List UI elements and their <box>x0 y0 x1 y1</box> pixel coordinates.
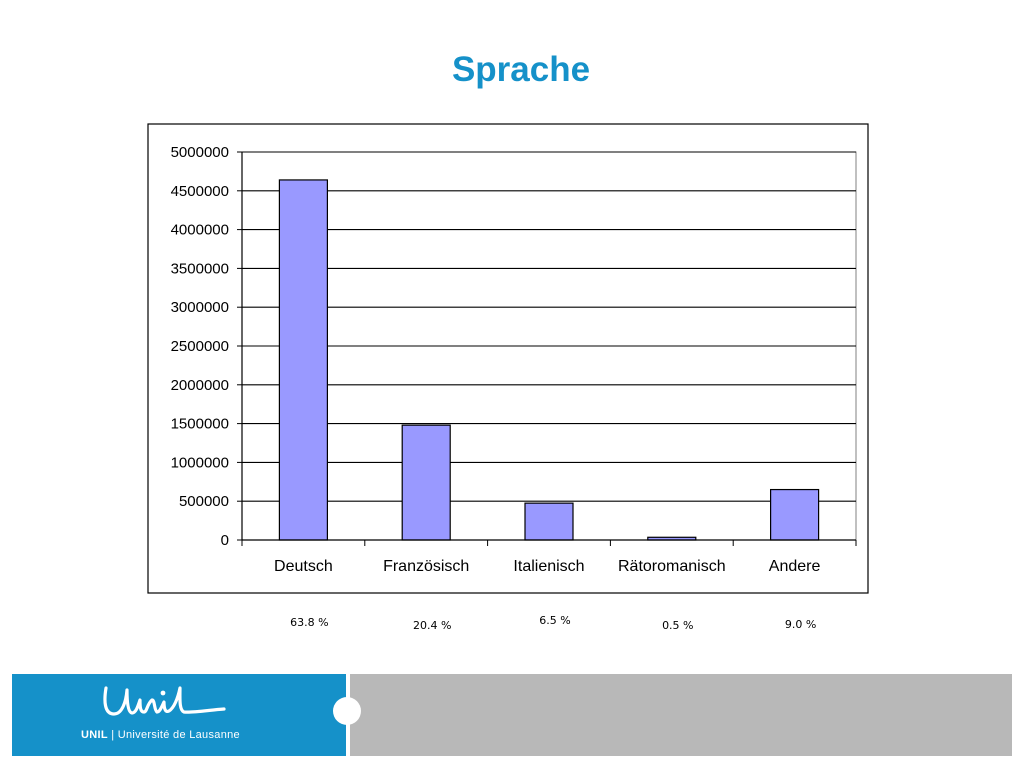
logo-separator: | <box>111 729 115 741</box>
percent-label: 6.5 % <box>539 614 571 627</box>
y-tick-label: 1500000 <box>170 415 229 433</box>
unil-logo-icon <box>100 680 230 726</box>
x-category-label: Italienisch <box>513 558 585 575</box>
x-category-label: Deutsch <box>274 558 333 575</box>
y-tick-label: 4500000 <box>170 182 229 200</box>
y-tick-label: 0 <box>220 532 229 549</box>
percent-label: 63.8 % <box>290 616 329 629</box>
x-category-label: Rätoromanisch <box>617 558 726 575</box>
y-tick-label: 2000000 <box>170 376 229 394</box>
logo-name: Université de Lausanne <box>117 729 240 741</box>
percent-label: 9.0 % <box>784 618 817 631</box>
slide-title: Sprache <box>451 50 591 89</box>
footer-gray-band <box>350 674 1012 756</box>
footer-dot <box>333 697 361 725</box>
x-category-label: Andere <box>768 558 821 575</box>
bar <box>279 180 327 540</box>
bar <box>771 490 819 540</box>
percent-labels <box>290 614 816 632</box>
bar <box>525 503 573 540</box>
y-tick-label: 5000000 <box>170 144 229 161</box>
y-tick-label: 4000000 <box>170 221 229 239</box>
bar <box>402 425 450 540</box>
y-tick-label: 2500000 <box>170 338 229 355</box>
y-tick-label: 3000000 <box>170 299 229 317</box>
percent-label: 20.4 % <box>412 619 452 632</box>
percent-label: 0.5 % <box>662 619 694 632</box>
y-tick-label: 500000 <box>178 493 229 511</box>
y-tick-label: 1000000 <box>170 454 229 472</box>
y-tick-label: 3500000 <box>170 260 229 278</box>
logo-wordmark <box>81 729 240 741</box>
logo-abbr: UNIL <box>81 729 108 741</box>
x-category-label: Französisch <box>383 558 470 575</box>
